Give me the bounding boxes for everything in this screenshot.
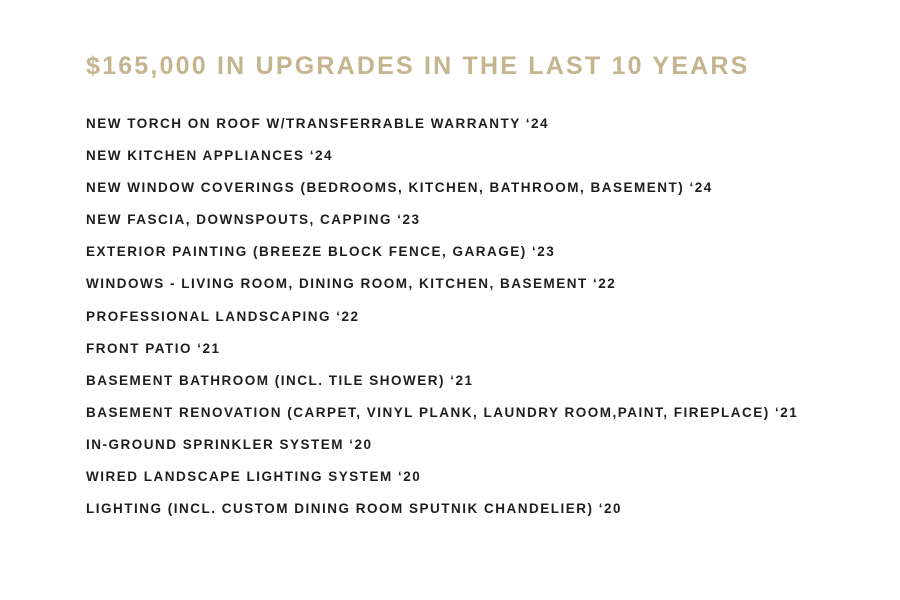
upgrade-item: WINDOWS - LIVING ROOM, DINING ROOM, KITCHEN, BASEMENT ‘22 <box>86 276 617 292</box>
upgrade-item: IN-GROUND SPRINKLER SYSTEM ‘20 <box>86 436 373 452</box>
upgrade-item: FRONT PATIO ‘21 <box>86 340 221 356</box>
upgrade-item: NEW FASCIA, DOWNSPOUTS, CAPPING ‘23 <box>86 212 421 228</box>
upgrade-item: LIGHTING (INCL. CUSTOM DINING ROOM SPUTNIK CHANDELIER) ‘20 <box>86 501 623 517</box>
upgrade-item: EXTERIOR PAINTING (BREEZE BLOCK FENCE, GARAGE) ‘23 <box>86 244 556 260</box>
upgrade-item: WIRED LANDSCAPE LIGHTING SYSTEM ‘20 <box>86 469 422 485</box>
upgrades-list <box>86 108 886 525</box>
upgrade-item: PROFESSIONAL LANDSCAPING ‘22 <box>86 308 360 324</box>
upgrades-section <box>86 48 886 525</box>
upgrade-item: NEW KITCHEN APPLIANCES ‘24 <box>86 148 334 164</box>
upgrade-item: BASEMENT BATHROOM (INCL. TILE SHOWER) ‘21 <box>86 372 474 388</box>
upgrade-item: NEW TORCH ON ROOF W/TRANSFERRABLE WARRANTY ‘24 <box>86 116 550 131</box>
page-title: $165,000 IN UPGRADES IN THE LAST 10 YEARS <box>86 52 750 80</box>
upgrade-item: BASEMENT RENOVATION (CARPET, VINYL PLANK, LAUNDRY ROOM,PAINT, FIREPLACE) ‘21 <box>86 404 799 420</box>
upgrade-item: NEW WINDOW COVERINGS (BEDROOMS, KITCHEN, BATHROOM, BASEMENT) ‘24 <box>86 180 713 196</box>
